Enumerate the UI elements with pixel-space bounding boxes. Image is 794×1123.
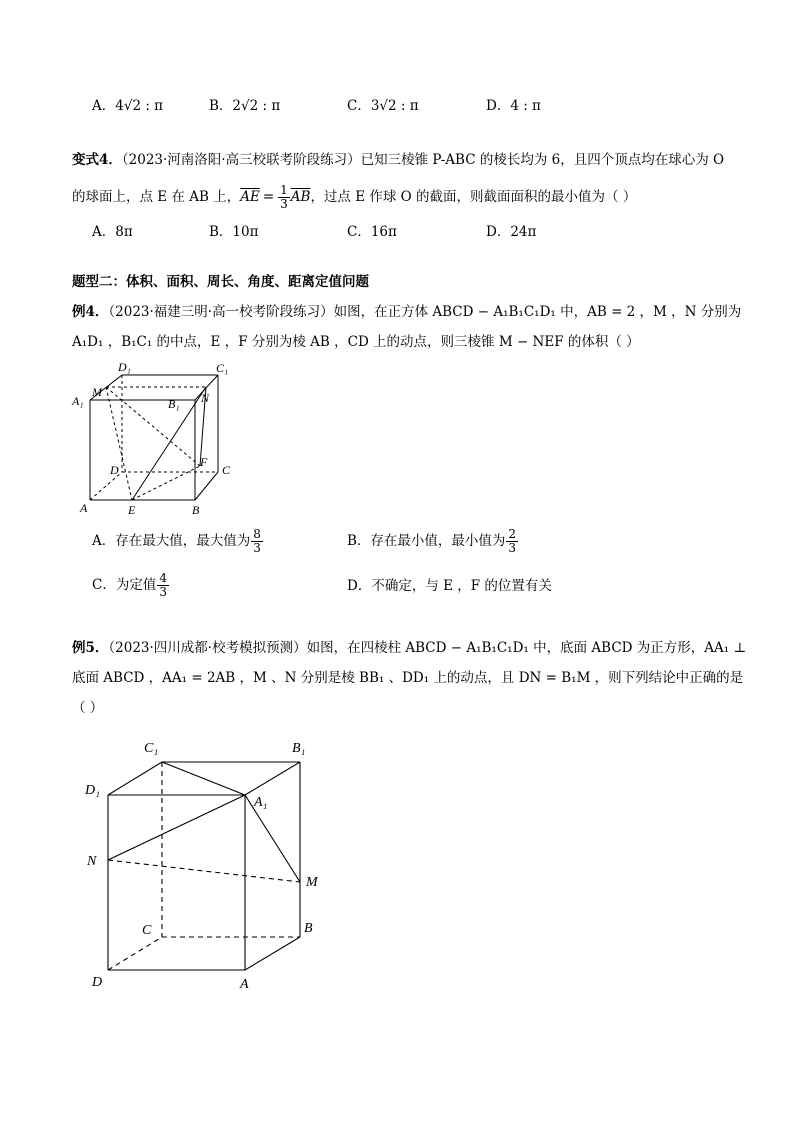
- section-title: 题型二：体积、面积、周长、角度、距离定值问题: [72, 274, 369, 290]
- option-c: C．3√2 : π: [347, 98, 419, 114]
- label-c: C: [142, 923, 152, 938]
- label-b: B: [304, 921, 313, 936]
- example4-line1: [72, 302, 741, 322]
- example4-option-b: [347, 524, 519, 558]
- segment-c1a1: [162, 762, 245, 795]
- edge-ab: [245, 937, 300, 970]
- label-b: B: [192, 503, 200, 517]
- fraction-numerator: 1: [280, 182, 288, 197]
- label-d1: D₁: [85, 783, 100, 798]
- label-a: A: [240, 977, 249, 992]
- prism-figure: [80, 730, 340, 1000]
- vector-ab: $\overline{AB}$: [290, 189, 311, 205]
- variant4-text2b: ，过点 E 作球 O 的截面，则截面面积的最小值为（ ）: [310, 189, 637, 205]
- variant4-text2a: 的球面上，点 E 在 AB 上，: [72, 189, 241, 205]
- example4-option-a: [92, 524, 264, 558]
- variant4-text1: （2023·河南洛阳·高三校联考阶段练习）已知三棱锥 P-ABC 的棱长均为 6，且四个顶点均在球心为 O: [121, 152, 725, 168]
- variant4-label: 变式4．: [72, 152, 122, 168]
- label-f: F: [200, 455, 208, 469]
- label-c1: C₁: [144, 741, 159, 756]
- label-m: M: [306, 875, 318, 890]
- option-d: D．4 : π: [486, 98, 541, 114]
- label-a: A: [80, 501, 88, 515]
- fraction-two-thirds: [506, 528, 518, 555]
- example4-option-c: [92, 568, 170, 602]
- fraction-four-thirds: [157, 572, 169, 599]
- equals-sign: =: [262, 189, 275, 205]
- edge-dc: [108, 937, 162, 970]
- segment-nm: [108, 860, 300, 882]
- label-n: N: [87, 854, 97, 869]
- fraction-denominator: 3: [253, 540, 261, 555]
- variant4-line2: [72, 180, 636, 214]
- example5-line1: [72, 638, 746, 658]
- example5-line2: 底面 ABCD ，AA₁ = 2AB ，M 、N 分别是棱 BB₁ 、DD₁ 上的动点，且 DN = B₁M ，则下列结论中正确的是: [72, 670, 744, 686]
- variant4-option-d: D．24π: [486, 224, 537, 240]
- option-a: A．4√2 : π: [92, 98, 164, 114]
- example4-option-d: D．不确定，与 E ，F 的位置有关: [347, 578, 552, 594]
- vector-ae: $\overline{AE}$: [240, 189, 260, 205]
- label-c1: C₁: [216, 361, 229, 375]
- cube-figure: [70, 360, 240, 520]
- fraction-denominator: 3: [159, 584, 167, 599]
- edge-b1a1: [245, 762, 300, 795]
- label-b1: B₁: [168, 397, 180, 411]
- example4-label: 例4．: [72, 304, 109, 320]
- label-d1: D₁: [118, 360, 131, 374]
- variant4-line1: [72, 150, 724, 170]
- fraction-one-third: [278, 184, 290, 211]
- variant4-option-b: B．10π: [209, 224, 259, 240]
- example5-text1: （2023·四川成都·校考模拟预测）如图，在四棱柱 ABCD − A₁B₁C₁D₁ 中，底面 ABCD 为正方形，AA₁ ⊥: [108, 640, 747, 656]
- label-c: C: [222, 463, 231, 477]
- fraction-denominator: 3: [508, 540, 517, 555]
- label-a1: A₁: [254, 795, 268, 810]
- example5-label: 例5．: [72, 640, 109, 656]
- example4-option-a-text: A．存在最大值，最大值为: [92, 533, 251, 549]
- example4-text1: （2023·福建三明·高一校考阶段练习）如图，在正方体 ABCD − A₁B₁C₁D₁ 中，AB = 2 ，M ，N 分别为: [108, 304, 742, 320]
- example4-line2: A₁D₁ ，B₁C₁ 的中点，E ，F 分别为棱 AB ，CD 上的动点，则三棱锥 M − NEF 的体积（ ）: [72, 334, 640, 350]
- example4-option-b-text: B．存在最小值，最小值为: [347, 533, 506, 549]
- edge-d1c1: [108, 762, 162, 795]
- label-e: E: [128, 503, 136, 517]
- label-a1: A₁: [72, 394, 84, 408]
- segment-mf: [106, 387, 200, 466]
- segment-na1: [108, 795, 245, 860]
- label-d: D: [110, 463, 119, 477]
- edge-bc: [195, 472, 218, 500]
- fraction-numerator: 8: [253, 526, 261, 541]
- label-d: D: [92, 975, 103, 990]
- variant4-option-c: C．16π: [347, 224, 397, 240]
- label-n: N: [201, 391, 210, 405]
- variant4-option-a: A．8π: [92, 224, 133, 240]
- label-m: M: [92, 385, 102, 399]
- fraction-numerator: 4: [159, 570, 167, 585]
- option-b: B．2√2 : π: [209, 98, 281, 114]
- fraction-eight-thirds: [251, 528, 263, 555]
- fraction-numerator: 2: [508, 526, 517, 541]
- example4-option-c-text: C．为定值: [92, 577, 157, 593]
- segment-ef: [132, 466, 200, 500]
- fraction-denominator: 3: [280, 196, 288, 211]
- example5-line3: （ ）: [72, 700, 104, 716]
- label-b1: B₁: [292, 741, 306, 756]
